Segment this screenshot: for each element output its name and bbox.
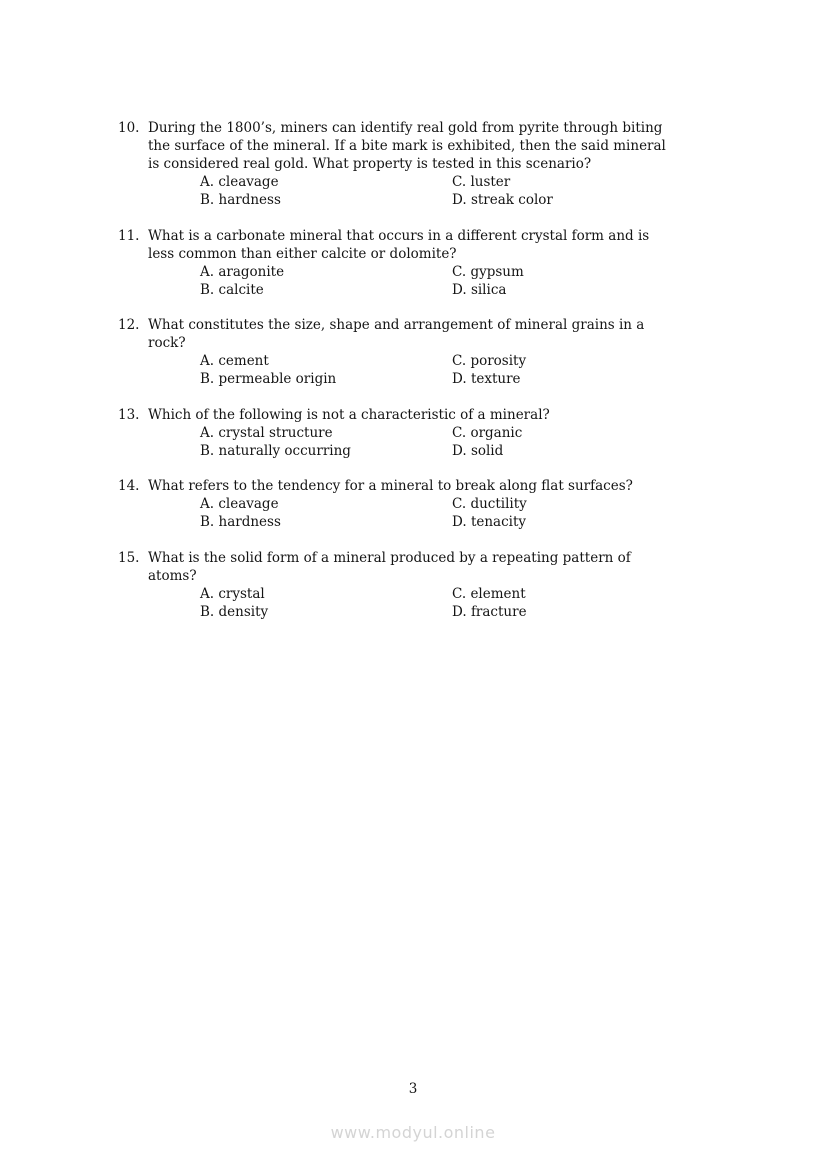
question (118, 477, 724, 531)
option-letter: A. (200, 496, 215, 512)
option-letter: B. (200, 281, 215, 298)
option-letter: C. (452, 353, 467, 369)
option-b (200, 370, 452, 388)
option-c (452, 173, 724, 191)
option-text: fracture (470, 603, 527, 620)
option-text: hardness (218, 192, 281, 208)
question-number: 10. (118, 120, 140, 136)
question-number: 12. (118, 317, 140, 333)
option-letter: A. (200, 174, 215, 190)
option-c (452, 424, 724, 442)
option-d (452, 370, 724, 388)
question-text-line: is considered real gold. What property is tested in this scenario? (148, 156, 592, 172)
question-body (148, 227, 724, 299)
question-text-line: rock? (148, 335, 186, 351)
option-letter: A. (200, 263, 215, 280)
option-text: cement (218, 353, 269, 369)
option-text: aragonite (218, 263, 285, 280)
option-d (452, 442, 724, 460)
option-text: hardness (218, 514, 281, 530)
option-text: calcite (218, 281, 264, 298)
watermark-text: www.modyul.online (330, 1123, 496, 1142)
options-grid (200, 585, 724, 621)
question-text-line: What is the solid form of a mineral produced by a repeating pattern of (148, 549, 631, 566)
question-text (148, 316, 724, 352)
option-letter: B. (200, 192, 215, 208)
question-text-line: During the 1800’s, miners can identify real gold from pyrite through biting (148, 120, 663, 136)
option-letter: D. (452, 514, 467, 530)
option-letter: A. (200, 585, 215, 602)
question-number: 11. (118, 227, 140, 244)
option-a (200, 352, 452, 370)
question-body (148, 406, 724, 460)
option-letter: A. (200, 353, 215, 369)
option-letter: B. (200, 371, 215, 387)
option-c (452, 352, 724, 370)
option-letter: B. (200, 514, 215, 530)
question-text (148, 406, 724, 424)
question-body (148, 477, 724, 531)
option-a (200, 495, 452, 513)
option-d (452, 513, 724, 531)
question-number: 13. (118, 406, 140, 423)
option-letter: D. (452, 603, 467, 620)
question-text-line: What constitutes the size, shape and arrangement of mineral grains in a (148, 317, 645, 333)
option-b (200, 191, 452, 209)
option-text: element (470, 585, 526, 602)
question-text (148, 549, 724, 585)
option-text: permeable origin (218, 371, 337, 387)
options-grid (200, 352, 724, 388)
option-a (200, 424, 452, 442)
option-text: luster (470, 174, 511, 190)
option-b (200, 281, 452, 299)
question (118, 316, 724, 388)
option-text: gypsum (470, 263, 524, 280)
option-text: texture (470, 371, 521, 387)
question (118, 406, 724, 460)
option-text: solid (470, 442, 504, 459)
options-grid (200, 495, 724, 531)
option-a (200, 585, 452, 603)
option-letter: C. (452, 424, 467, 441)
question-text-line: Which of the following is not a characteristic of a mineral? (148, 406, 550, 423)
option-a (200, 173, 452, 191)
options-grid (200, 263, 724, 299)
question-body (148, 316, 724, 388)
question-text-line: less common than either calcite or dolomite? (148, 245, 457, 262)
option-letter: B. (200, 603, 215, 620)
question (118, 119, 724, 209)
option-text: crystal (218, 585, 265, 602)
option-b (200, 513, 452, 531)
option-text: crystal structure (218, 424, 333, 441)
option-letter: C. (452, 174, 467, 190)
option-text: naturally occurring (218, 442, 351, 459)
question-text-line: What is a carbonate mineral that occurs in a different crystal form and is (148, 227, 650, 244)
options-grid (200, 424, 724, 460)
option-text: density (218, 603, 269, 620)
option-text: organic (470, 424, 523, 441)
option-d (452, 603, 724, 621)
option-b (200, 603, 452, 621)
option-c (452, 495, 724, 513)
question-body (148, 549, 724, 621)
option-text: tenacity (470, 514, 527, 530)
option-text: cleavage (218, 174, 279, 190)
option-c (452, 263, 724, 281)
option-text: porosity (470, 353, 527, 369)
question-body (148, 119, 724, 209)
option-letter: C. (452, 496, 467, 512)
option-letter: D. (452, 442, 467, 459)
page-number: 3 (408, 1081, 418, 1097)
question-text-line: the surface of the mineral. If a bite mark is exhibited, then the said mineral (148, 138, 666, 154)
option-letter: D. (452, 281, 467, 298)
question-number: 14. (118, 478, 140, 494)
option-d (452, 191, 724, 209)
option-text: ductility (470, 496, 527, 512)
question (118, 549, 724, 621)
option-text: silica (470, 281, 507, 298)
option-letter: D. (452, 192, 467, 208)
option-letter: D. (452, 371, 467, 387)
question-list (118, 119, 724, 638)
option-c (452, 585, 724, 603)
option-letter: C. (452, 263, 467, 280)
option-b (200, 442, 452, 460)
option-letter: C. (452, 585, 467, 602)
question-text-line: What refers to the tendency for a mineral to break along flat surfaces? (148, 478, 633, 494)
question-number: 15. (118, 549, 140, 566)
option-d (452, 281, 724, 299)
options-grid (200, 173, 724, 209)
option-letter: A. (200, 424, 215, 441)
option-a (200, 263, 452, 281)
question-text (148, 477, 724, 495)
option-letter: B. (200, 442, 215, 459)
option-text: streak color (470, 192, 553, 208)
question-text (148, 119, 724, 173)
option-text: cleavage (218, 496, 279, 512)
question-text (148, 227, 724, 263)
question (118, 227, 724, 299)
question-text-line: atoms? (148, 567, 197, 584)
